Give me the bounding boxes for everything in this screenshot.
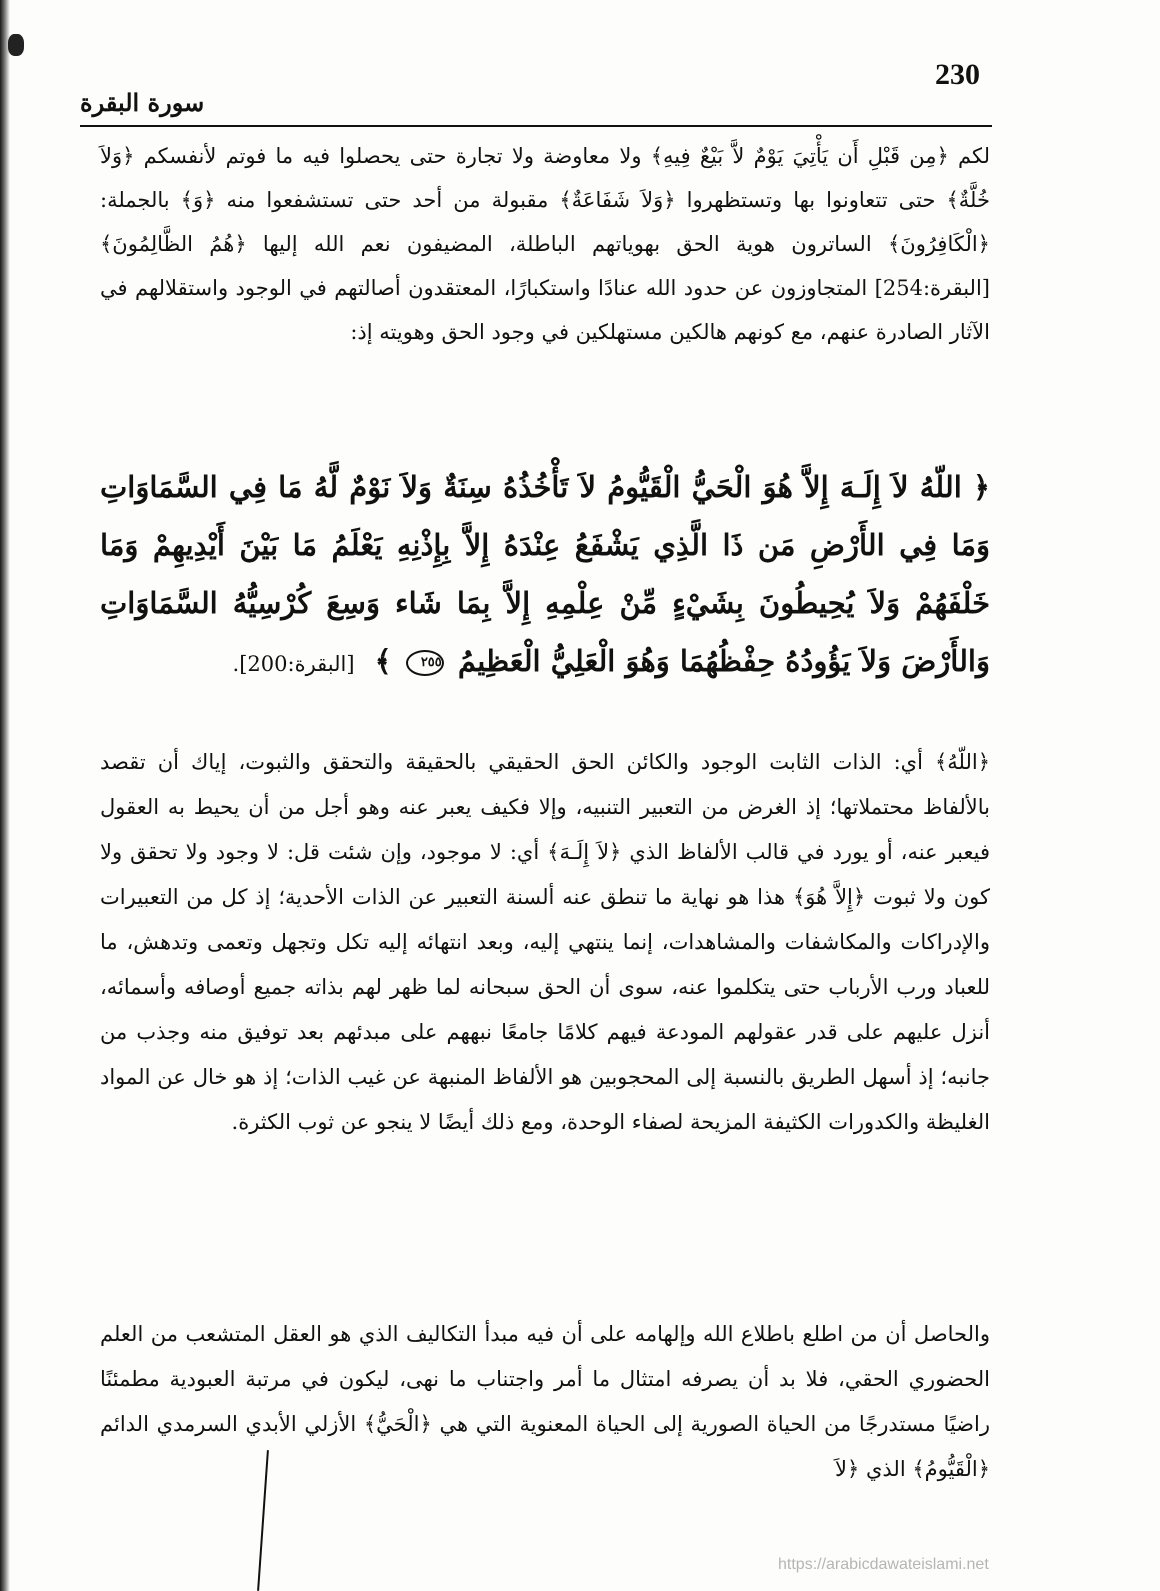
- paragraph-3-text: والحاصل أن من اطلع باطلاع الله وإلهامه على أن فيه مبدأ التكاليف الذي هو العقل المتشعب من العلم الحضوري الحقي، فلا بد أن يصرفه امتثال ما أمر واجتناب ما نهى، ليكون في مرتبة العبودية مطمئنًا راضيًا مستدرجًا من الحياة الصورية إلى الحياة المعنوية التي هي ﴿الْحَيُّ﴾ الأزلي الأبدي السرمدي الدائم ﴿الْقَيُّومُ﴾ الذي ﴿لاَ: [100, 1322, 990, 1481]
- paragraph-2-text: ﴿اللّهُ﴾ أي: الذات الثابت الوجود والكائن الحق الحقيقي بالحقيقة والتحقق والثبوت، إياك أن تقصد بالألفاظ محتملاتها؛ إذ الغرض من التعبير التنبيه، وإلا فكيف يعبر عنه وهو أجل من أن يحيط به العقول فيعبر عنه، أو يورد في قالب الألفاظ الذي ﴿لاَ إِلَـهَ﴾ أي: لا موجود، وإن شئت قل: لا وجود ولا تحقق ولا كون ولا ثبوت ﴿إِلاَّ هُوَ﴾ هذا هو نهاية ما تنطق عنه ألسنة التعبير عن الذات الأحدية؛ إذ كل من التعبيرات والإدراكات والمكاشفات والمشاهدات، إنما ينتهي إليه، وبعد انتهائه إليه تكل وتجهل وتعمى وتدهش، ما للعباد ورب الأرباب حتى يتكلموا عنه، سوى أن الحق سبحانه لما ظهر لهم بذاته جميع أوصافه وأسمائه، أنزل عليهم على قدر عقولهم المودعة فيهم كلامًا جامعًا نبههم على مبدئهم بعد توفيق منه وجذب من جانبه؛ إذ أسهل الطريق بالنسبة إلى المحجوبين هو الألفاظ المنبهة عن غيب الذات؛ إذ هو خال عن المواد الغليظة والكدورات الكثيفة المزيحة لصفاء الوحدة، ومع ذلك أيضًا لا ينجو عن ثوب الكثرة.: [100, 750, 990, 1134]
- scan-edge-mark: [8, 34, 24, 56]
- verse-close-bracket: ﴾: [374, 644, 392, 678]
- paragraph-1-text: لكم ﴿مِن قَبْلِ أَن يَأْتِيَ يَوْمٌ لاَّ بَيْعٌ فِيهِ﴾ ولا معاوضة ولا تجارة حتى يحصلوا فيه ما فوتم لأنفسكم ﴿وَلاَ خُلَّةٌ﴾ حتى تتعاونوا بها وتستظهروا ﴿وَلاَ شَفَاعَةٌ﴾ مقبولة من أحد حتى تستشفعوا منه ﴿وَ﴾ بالجملة: ﴿الْكَافِرُونَ﴾ الساترون هوية الحق بهوياتهم الباطلة، المضيفون نعم الله إليها ﴿هُمُ الظَّالِمُونَ﴾ [البقرة:254] المتجاوزون عن حدود الله عنادًا واستكبارًا، المعتقدون أصالتهم في الوجود واستقلالهم في الآثار الصادرة عنهم، مع كونهم هالكين مستهلكين في وجود الحق وهويته إذ:: [100, 144, 990, 344]
- source-watermark: https://arabicdawateislami.net: [778, 1556, 989, 1573]
- paragraph-2: [100, 740, 990, 1145]
- ayah-number-marker: ٢٥٥: [406, 650, 444, 676]
- scan-left-edge: [0, 0, 10, 1591]
- quran-verse-block: [100, 458, 990, 693]
- surah-title-header: سورة البقرة: [80, 88, 205, 117]
- page-number: 230: [935, 58, 980, 91]
- paragraph-3: [100, 1312, 990, 1492]
- header-rule: [80, 125, 992, 127]
- quran-verse-text: ﴿ اللّهُ لاَ إِلَـهَ إِلاَّ هُوَ الْحَيُّ الْقَيُّومُ لاَ تَأْخُذُهُ سِنَةٌ وَلاَ نَوْمٌ لَّهُ مَا فِي السَّمَاوَاتِ وَمَا فِي الأَرْضِ مَن ذَا الَّذِي يَشْفَعُ عِنْدَهُ إِلاَّ بِإِذْنِهِ يَعْلَمُ مَا بَيْنَ أَيْدِيهِمْ وَمَا خَلْفَهُمْ وَلاَ يُحِيطُونَ بِشَيْءٍ مِّنْ عِلْمِهِ إِلاَّ بِمَا شَاء وَسِعَ كُرْسِيُّهُ السَّمَاوَاتِ وَالأَرْضَ وَلاَ يَؤُودُهُ حِفْظُهُمَا وَهُوَ الْعَلِيُّ الْعَظِيمُ: [100, 470, 990, 678]
- quran-verse: [100, 458, 990, 693]
- verse-reference: [البقرة:200].: [232, 652, 355, 676]
- paragraph-1: [100, 134, 990, 354]
